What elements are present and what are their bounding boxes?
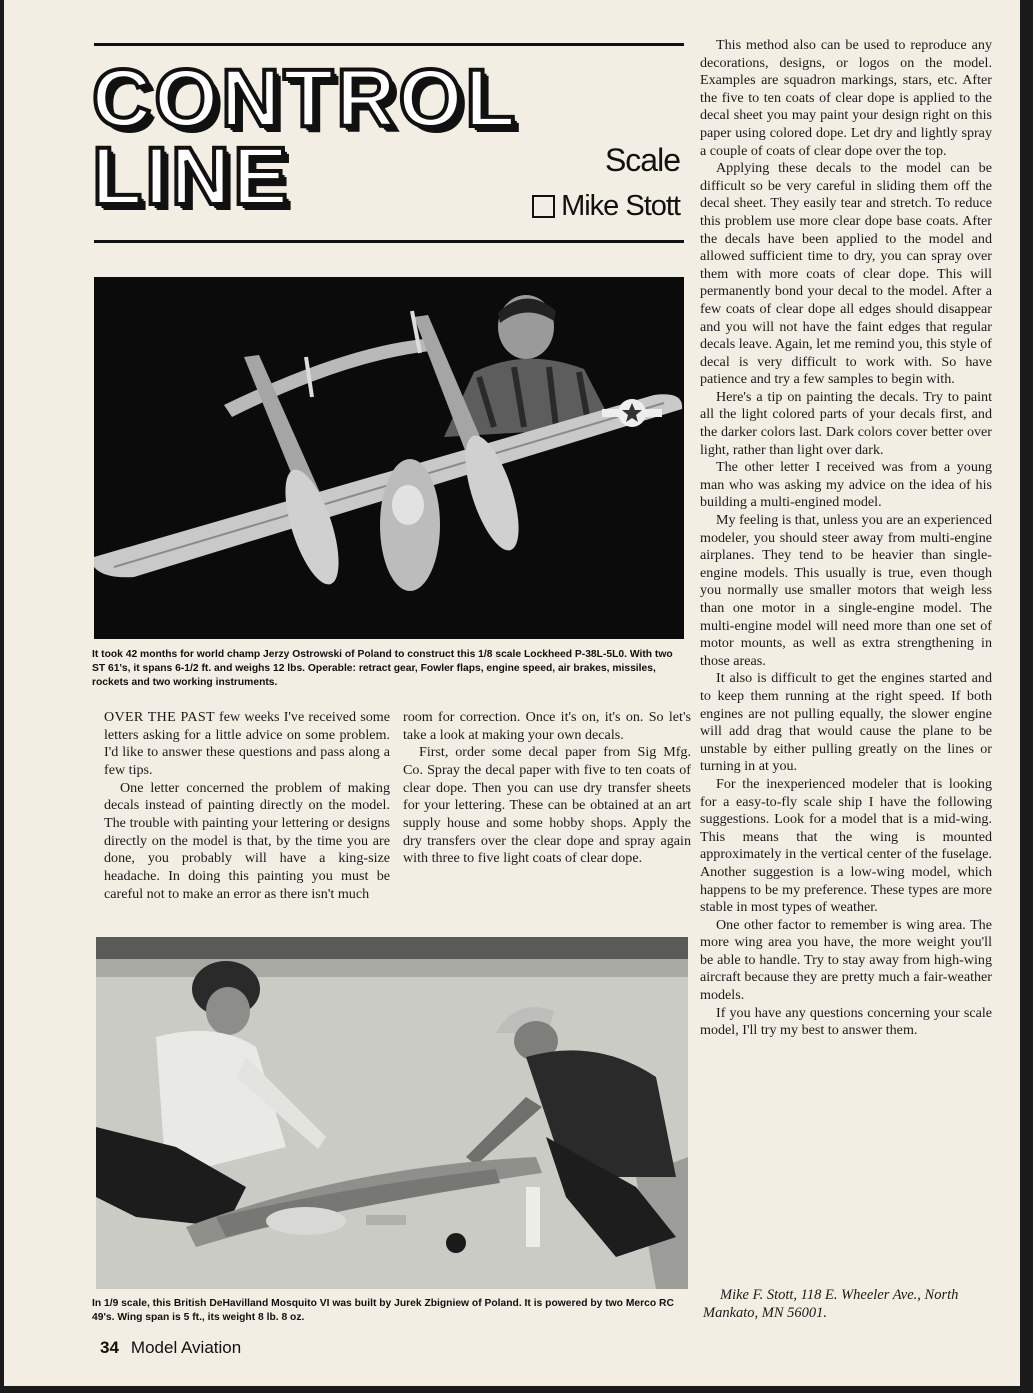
central-fuselage-pod — [380, 459, 440, 591]
mosquito-fuselage-nose — [266, 1207, 346, 1235]
article-paragraph: The other letter I received was from a young man who was asking my advice on the idea of his building a multi-engined model. — [700, 459, 992, 511]
article-paragraph: For the inexperienced modeler that is looking for a easy-to-fly scale ship I have the following suggestions. Look for a model that is a mid-wing. This means that the wing is mounted approximately in the vertical center of the fuselage. Another suggestion is a low-wing model, which happens to be my preference. These types are more stable in most types of weather. — [700, 775, 992, 916]
author-byline — [532, 190, 680, 223]
lead-rest: few weeks I've received some letters asking for a little advice on some problem. I'd like to answer these questions and pass along a few tips. — [104, 709, 391, 778]
fuel-bottle — [526, 1187, 540, 1247]
article-column-2 — [403, 709, 691, 868]
header-bottom-rule — [94, 240, 684, 243]
background-field — [96, 959, 688, 977]
page-footer — [100, 1338, 241, 1358]
article-paragraph: One other factor to remember is wing area. The more wing area you have, the more weight you'll be able to handle. Try to stay away from high-wing aircraft because they are pretty much a fair-weather models. — [700, 916, 992, 1004]
article-paragraph: It also is difficult to get the engines started and to keep them running at the right speed. If both engines are not pulling equally, the slower engine will add drag that would cause the plane to be unstable by either pulling greatly on the lines or turning in at you. — [700, 670, 992, 775]
article-paragraph: Applying these decals to the model can be difficult so be very careful in sliding them off the decal sheet. They easily tear and stretch. To reduce this problem use more clear dope base coats. After the decals have been applied to the model and allowed sufficient time to dry, you can spray over them with more coats of clear dope. This will permanently bond your decal to the model. After a few coats of clear dope all edges should disappear and you will not have the faint edges that regular decals leave. Again, let me remind you, this style of decal is very difficult to work with. So have patience and try a few samples to begin with. — [700, 160, 992, 388]
article-paragraph: Here's a tip on painting the decals. Try to paint all the light colored parts of your decals first, and the darker colors last. Dark colors cover better over light, rather than light over dark. — [700, 388, 992, 458]
mosquito-nacelle — [366, 1215, 406, 1225]
publication-name: Model Aviation — [130, 1338, 242, 1357]
article-column-3 — [700, 37, 992, 1040]
left-man-face — [206, 987, 250, 1035]
header-top-rule — [94, 43, 684, 46]
mosquito-model-photo — [96, 937, 688, 1289]
p38-photo-illustration — [94, 277, 684, 639]
p38-photo-caption: It took 42 months for world champ Jerzy Ostrowski of Poland to construct this 1/8 scale Lockheed P-38L-5L0. With two ST 61's, it spans 6-1/2 ft. and weighs 12 lbs. Operable: retract gear, Fowler flaps, engine speed, air brakes, missiles, rockets and two working instruments. — [92, 649, 673, 688]
article-paragraph: My feeling is that, unless you are an experienced modeler, you should steer away from multi-engine airplanes. They tend to be heavier than single-engine models. This usually is true, even though you normally use smaller motors that weigh less than one motor in a single-engine model. The multi-engine model will need more than one set of motor mounts, as well as extra strengthening in those areas. — [700, 512, 992, 669]
article-paragraph: First, order some decal paper from Sig Mfg. Co. Spray the decal paper with five to ten coats of clear dope. Then you can use dry transfer sheets for your lettering. These can be obtained at an art supply house and some hobby shops. Apply the dry transfers over the clear dope and spray again with three to five light coats of clear dope. — [403, 744, 691, 867]
p38-model-photo — [94, 277, 684, 639]
article-lead-paragraph — [104, 709, 390, 780]
department-label: Scale — [604, 142, 680, 178]
page-number: 34 — [100, 1338, 119, 1357]
article-paragraph: One letter concerned the problem of making decals instead of painting directly on the model. The trouble with painting your lettering or designs directly on the model is that, by the time you are done, you probably will have a king-size headache. In doing this painting you must be careful not to make an error as there isn't much — [104, 779, 390, 902]
magazine-page — [4, 0, 1020, 1386]
column-title — [92, 53, 519, 222]
article-column-1 — [104, 709, 390, 903]
article-paragraph: If you have any questions concerning your scale model, I'll try my best to answer them. — [700, 1004, 992, 1039]
column-title-line-2: LINE — [92, 131, 291, 222]
cockpit-canopy — [392, 485, 424, 525]
column-title-line-1: CONTROL — [92, 53, 519, 144]
lead-caps: OVER THE PAST — [104, 709, 215, 725]
author-address: Mike F. Stott, 118 E. Wheeler Ave., North Mankato, MN 56001. — [703, 1287, 959, 1321]
article-paragraph: This method also can be used to reproduce any decorations, designs, or logos on the model. Examples are squadron markings, stars, etc. After the five to ten coats of clear dope is applied to the decal sheet you may paint your design right on this paper using colored dope. Let dry and lightly spray a couple of coats of clear dope over the top. — [700, 37, 992, 159]
byline-box-icon — [532, 195, 555, 218]
mosquito-photo-illustration — [96, 937, 688, 1289]
mosquito-wheel — [446, 1233, 466, 1253]
article-paragraph: room for correction. Once it's on, it's on. So let's take a look at making your own decals. — [403, 709, 691, 743]
mosquito-photo-caption: In 1/9 scale, this British DeHavilland Mosquito VI was built by Jurek Zbigniew of Poland. It is powered by two Merco RC 49's. Wing span is 5 ft., its weight 8 lb. 8 oz. — [92, 1298, 674, 1323]
author-name: Mike Stott — [561, 190, 680, 222]
background-treeline — [96, 937, 688, 959]
